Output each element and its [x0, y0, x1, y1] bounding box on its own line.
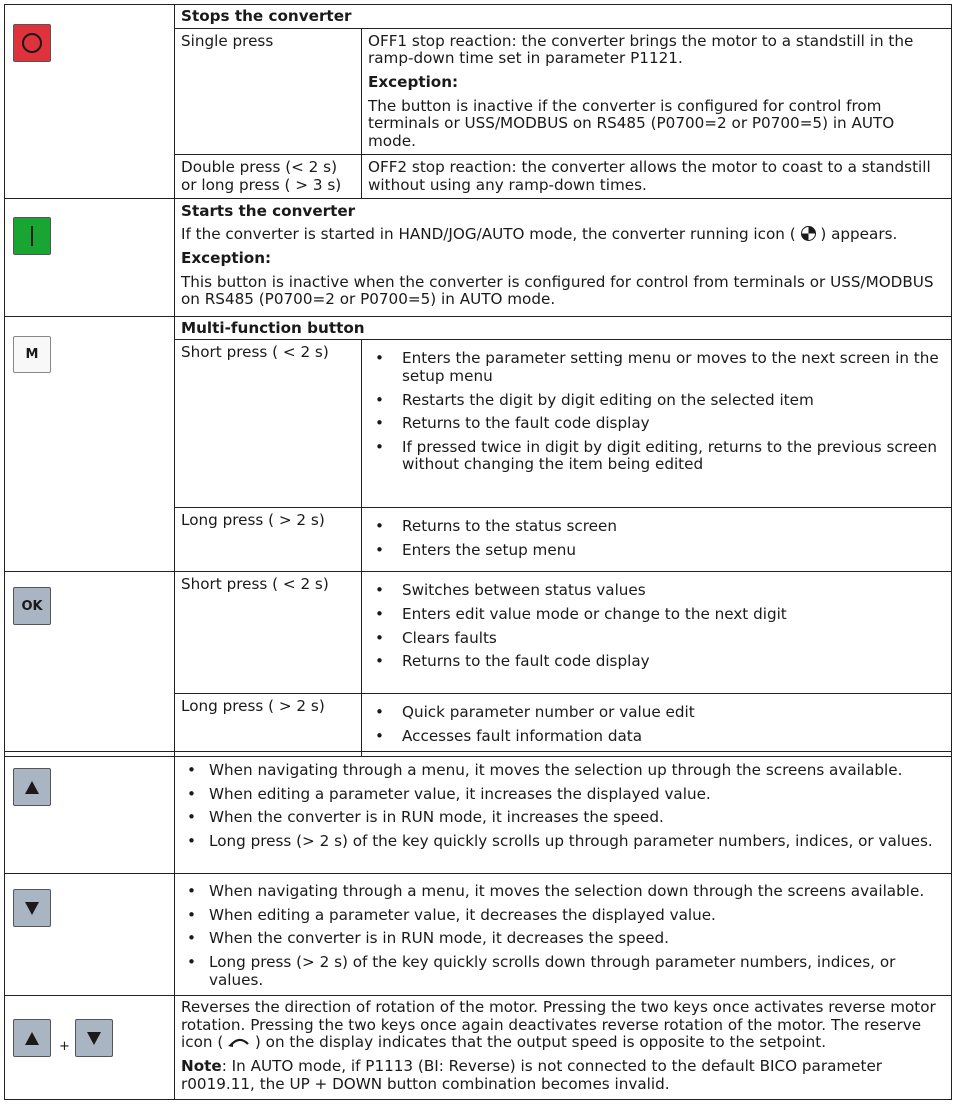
down-key-row [5, 874, 952, 996]
m-key-cell [5, 316, 175, 572]
combo-desc [175, 996, 952, 1100]
down-key[interactable] [13, 889, 51, 927]
list-item: • Long press (> 2 s) of the key quickly scrolls down through parameter numbers, indices, or values. [181, 954, 945, 989]
list-item: • When editing a parameter value, it increases the displayed value. [181, 786, 945, 804]
ok-long-label: Long press ( > 2 s) [175, 694, 362, 757]
stop-exception-label: Exception: [368, 72, 459, 91]
combo-key-row [5, 996, 952, 1100]
list-item: • Long press (> 2 s) of the key quickly scrolls up through parameter numbers, indices, or values. [181, 833, 945, 851]
running-icon [801, 226, 816, 241]
start-text-before: If the converter is started in HAND/JOG/AUTO mode, the converter running icon ( [181, 225, 796, 244]
ok-short-row [5, 572, 952, 694]
note-text: : In AUTO mode, if P1113 (BI: Reverse) is not connected to the default BICO parameter r0019.11, the UP + DOWN button combination becomes invalid. [181, 1057, 883, 1093]
ok-key-cell [5, 572, 175, 757]
list-item: • Switches between status values [368, 582, 945, 600]
start-title: Starts the converter [181, 201, 356, 220]
ok-short-label: Short press ( < 2 s) [175, 572, 362, 694]
list-item: • Accesses fault information data [368, 728, 945, 746]
list-item: • Returns to the fault code display [368, 415, 945, 433]
up-key-cell [5, 752, 175, 874]
up-key[interactable] [13, 768, 51, 806]
m-short-desc [362, 340, 952, 508]
list-item: • Returns to the fault code display [368, 653, 945, 671]
list-item: • When navigating through a menu, it moves the selection down through the screens available. [181, 883, 945, 901]
stop-key[interactable] [13, 24, 51, 62]
list-item: • When the converter is in RUN mode, it increases the speed. [181, 809, 945, 827]
stop-key-row [5, 5, 952, 29]
list-item: • Restarts the digit by digit editing on the selected item [368, 392, 945, 410]
start-exception-text: This button is inactive when the converter is configured for control from terminals or USS/MODBUS on RS485 (P0700=2 or P0700=5) in AUTO mode. [181, 272, 934, 309]
list-item: • Clears faults [368, 630, 945, 648]
plus-sign: + [59, 1039, 70, 1055]
start-desc [175, 198, 952, 316]
start-text [181, 226, 945, 244]
list-item: • Quick parameter number or value edit [368, 704, 945, 722]
start-key-cell [5, 198, 175, 316]
m-key-row [5, 316, 952, 340]
combo-up-key[interactable] [13, 1019, 51, 1057]
stop-single-text: OFF1 stop reaction: the converter brings the motor to a standstill in the ramp-down time set in parameter P1121. [368, 31, 914, 68]
list-item: • When the converter is in RUN mode, it decreases the speed. [181, 930, 945, 948]
ok-long-list [368, 704, 945, 745]
ok-long-desc [362, 694, 952, 757]
reverse-icon [228, 1037, 250, 1047]
arrow-down-icon [25, 902, 39, 915]
up-key-row [5, 752, 952, 874]
start-key[interactable] [13, 217, 51, 255]
list-item: • Enters the parameter setting menu or moves to the next screen in the setup menu [368, 350, 945, 385]
stop-double-text: OFF2 stop reaction: the converter allows the motor to coast to a standstill without using any ramp-down times. [362, 155, 952, 198]
arrow-up-icon [25, 781, 39, 794]
ok-short-list [368, 582, 945, 671]
key-function-table-lower [4, 751, 952, 1100]
down-key-list [181, 883, 945, 989]
list-item: • Returns to the status screen [368, 518, 945, 536]
stop-exception-text: The button is inactive if the converter is configured for control from terminals or USS/MODBUS on RS485 (P0700=2 or P0700=5) in AUTO mode. [368, 96, 895, 150]
list-item: • Enters edit value mode or change to the next digit [368, 606, 945, 624]
m-key-title: Multi-function button [175, 316, 952, 340]
note-label: Note [181, 1057, 222, 1075]
m-long-desc [362, 508, 952, 572]
start-key-row [5, 198, 952, 316]
combo-down-key[interactable] [75, 1019, 113, 1057]
arrow-down-icon [87, 1032, 101, 1045]
list-item: • When editing a parameter value, it decreases the displayed value. [181, 907, 945, 925]
combo-text [181, 999, 945, 1052]
down-key-desc [175, 874, 952, 996]
list-item: • If pressed twice in digit by digit editing, returns to the previous screen without changing the item being edited [368, 439, 945, 474]
m-short-label: Short press ( < 2 s) [175, 340, 362, 508]
start-exception-label: Exception: [181, 248, 272, 267]
ok-short-desc [362, 572, 952, 694]
stop-double-label: Double press (< 2 s) or long press ( > 3 s) [175, 155, 362, 198]
m-long-label: Long press ( > 2 s) [175, 508, 362, 572]
ok-key[interactable]: OK [13, 587, 51, 625]
up-key-list [181, 762, 945, 851]
stop-single-desc [362, 28, 952, 155]
stop-single-label: Single press [175, 28, 362, 155]
arrow-up-icon [25, 1032, 39, 1045]
list-item: • Enters the setup menu [368, 542, 945, 560]
down-key-cell [5, 874, 175, 996]
list-item: • When navigating through a menu, it moves the selection up through the screens available. [181, 762, 945, 780]
key-function-table-upper [4, 4, 952, 757]
m-short-list [368, 350, 945, 474]
stop-key-cell [5, 5, 175, 199]
m-long-list [368, 518, 945, 559]
combo-key-cell [5, 996, 175, 1100]
stop-title: Stops the converter [175, 5, 952, 29]
combo-note [181, 1058, 945, 1093]
m-key[interactable]: M [13, 336, 51, 373]
start-text-after: ) appears. [820, 225, 898, 244]
combo-text-before: Reverses the direction of rotation of the motor. Pressing the two keys once activates reverse motor rotation. Pressing the two keys once again deactivates reverse rotation of the motor. The reserve icon ( [181, 998, 936, 1052]
up-key-desc [175, 752, 952, 874]
combo-text-after: ) on the display indicates that the output speed is opposite to the setpoint. [254, 1033, 827, 1052]
start-bar-icon [31, 226, 34, 246]
stop-circle-icon [22, 33, 42, 53]
